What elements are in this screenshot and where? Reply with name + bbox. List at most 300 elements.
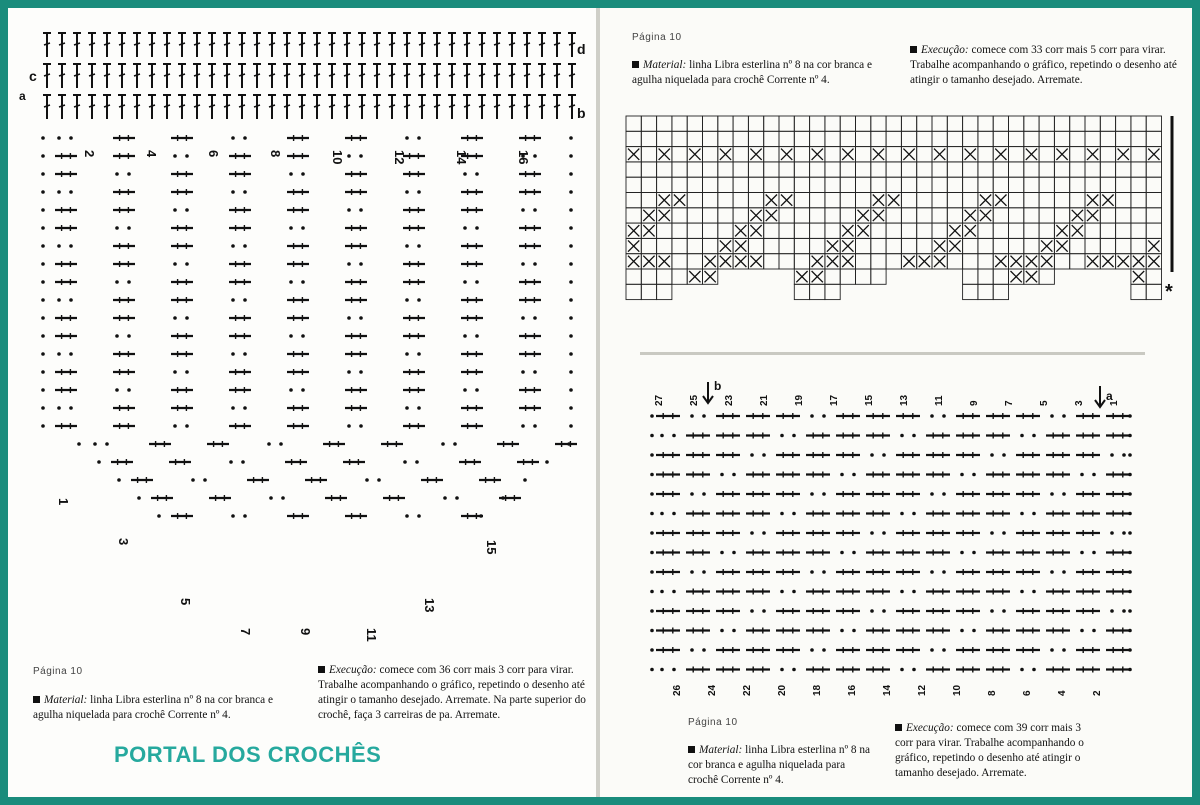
chain-dot xyxy=(127,172,131,176)
grid-cell xyxy=(901,131,916,146)
grid-cell xyxy=(963,193,978,208)
chain-dot xyxy=(521,208,525,212)
grid-cell xyxy=(764,223,779,238)
stitch-mark xyxy=(314,105,320,107)
stitch-mark xyxy=(539,74,545,76)
grid-cell xyxy=(1100,162,1115,177)
grid-cell xyxy=(1085,238,1100,253)
stitch-mark xyxy=(554,105,560,107)
chain-dot xyxy=(243,136,247,140)
grid-cell xyxy=(641,162,656,177)
chain-dot xyxy=(41,370,45,374)
chain-dot xyxy=(359,208,363,212)
chain-dot xyxy=(185,208,189,212)
row-number: 7 xyxy=(1004,400,1015,406)
grid-cell xyxy=(1009,208,1024,223)
chain-dot xyxy=(650,629,654,633)
stitch-mark xyxy=(104,43,110,45)
chain-dot xyxy=(347,370,351,374)
chain-dot xyxy=(569,316,573,320)
row-number: 5 xyxy=(178,598,193,606)
grid-cell xyxy=(856,147,871,162)
chain-dot xyxy=(347,424,351,428)
grid-cell xyxy=(1131,193,1146,208)
row-number: 6 xyxy=(1022,690,1033,696)
grid-cell xyxy=(1054,162,1069,177)
chain-dot xyxy=(173,262,177,266)
stitch-mark xyxy=(329,43,335,45)
grid-cell xyxy=(993,269,1008,284)
grid-cell xyxy=(886,254,901,269)
grid-cell xyxy=(932,131,947,146)
chain-dot xyxy=(840,551,844,555)
chain-dot xyxy=(990,531,994,535)
chain-dot xyxy=(1128,434,1132,438)
grid-cell xyxy=(947,254,962,269)
grid-cell xyxy=(657,269,672,284)
grid-cell xyxy=(978,254,993,269)
grid-cell xyxy=(687,177,702,192)
stitch-mark xyxy=(149,105,155,107)
stitch-mark xyxy=(239,43,245,45)
chain-dot xyxy=(912,434,916,438)
stitch-mark xyxy=(494,43,500,45)
grid-cell xyxy=(1085,162,1100,177)
chain-dot xyxy=(660,590,664,594)
grid-cell xyxy=(886,162,901,177)
chain-dot xyxy=(41,424,45,428)
grid-cell xyxy=(871,254,886,269)
chain-dot xyxy=(521,262,525,266)
chain-dot xyxy=(650,414,654,418)
grid-cell xyxy=(917,223,932,238)
grid-cell xyxy=(871,131,886,146)
stitch-mark xyxy=(254,74,260,76)
chain-dot xyxy=(279,442,283,446)
chain-dot xyxy=(231,514,235,518)
stitch-mark xyxy=(134,74,140,76)
chain-dot xyxy=(289,280,293,284)
chain-dot xyxy=(972,473,976,477)
row-number: 5 xyxy=(1039,400,1050,406)
grid-cell xyxy=(626,193,641,208)
grid-cell xyxy=(810,238,825,253)
chain-dot xyxy=(359,424,363,428)
grid-cell xyxy=(917,177,932,192)
grid-cell xyxy=(840,208,855,223)
grid-cell xyxy=(1116,193,1131,208)
left-page-label: Página 10 xyxy=(33,666,83,677)
chain-dot xyxy=(97,460,101,464)
grid-cell xyxy=(1131,208,1146,223)
grid-cell xyxy=(1131,177,1146,192)
chain-dot xyxy=(403,460,407,464)
grid-cell xyxy=(779,254,794,269)
chain-dot xyxy=(1062,648,1066,652)
stitch-mark xyxy=(299,43,305,45)
row-number: 15 xyxy=(484,540,499,555)
chain-dot xyxy=(173,424,177,428)
grid-cell xyxy=(932,177,947,192)
chain-dot xyxy=(41,406,45,410)
grid-cell xyxy=(1024,177,1039,192)
left-execucao xyxy=(318,663,586,723)
grid-cell xyxy=(840,193,855,208)
grid-cell xyxy=(1009,223,1024,238)
stitch-mark xyxy=(539,43,545,45)
chain-dot xyxy=(972,629,976,633)
chain-dot xyxy=(569,334,573,338)
chain-dot xyxy=(672,590,676,594)
stitch-mark xyxy=(74,74,80,76)
chain-dot xyxy=(1128,473,1132,477)
grid-cell xyxy=(825,162,840,177)
grid-cell xyxy=(1024,208,1039,223)
stitch-mark xyxy=(104,74,110,76)
chain-dot xyxy=(479,514,483,518)
chain-dot xyxy=(690,414,694,418)
stitch-mark xyxy=(104,105,110,107)
chain-dot xyxy=(173,154,177,158)
stitch-mark xyxy=(134,43,140,45)
chain-dot xyxy=(900,512,904,516)
chain-dot xyxy=(281,496,285,500)
grid-cell xyxy=(1100,147,1115,162)
grid-cell xyxy=(687,254,702,269)
grid-cell xyxy=(733,116,748,131)
grid-cell xyxy=(993,238,1008,253)
chain-dot xyxy=(852,473,856,477)
grid-cell xyxy=(978,284,993,299)
chain-dot xyxy=(57,298,61,302)
grid-cell xyxy=(1116,162,1131,177)
grid-cell xyxy=(1039,116,1054,131)
grid-cell xyxy=(825,131,840,146)
chain-dot xyxy=(762,531,766,535)
grid-cell xyxy=(963,162,978,177)
grid-cell xyxy=(794,238,809,253)
grid-cell xyxy=(657,116,672,131)
stitch-mark xyxy=(419,43,425,45)
row-number: 6 xyxy=(206,150,221,158)
stitch-mark xyxy=(269,105,275,107)
chain-dot xyxy=(1032,668,1036,672)
chain-dot xyxy=(57,190,61,194)
chain-dot xyxy=(463,280,467,284)
stitch-mark xyxy=(284,43,290,45)
chain-dot xyxy=(405,514,409,518)
chain-dot xyxy=(41,298,45,302)
stitch-mark xyxy=(449,105,455,107)
stitch-mark xyxy=(344,105,350,107)
grid-cell xyxy=(932,208,947,223)
chain-dot xyxy=(990,453,994,457)
stitch-mark xyxy=(419,74,425,76)
grid-cell xyxy=(856,269,871,284)
grid-cell xyxy=(947,193,962,208)
row-number: 8 xyxy=(268,150,283,158)
chain-dot xyxy=(792,590,796,594)
stitch-mark xyxy=(569,43,575,45)
grid-cell xyxy=(794,254,809,269)
grid-cell xyxy=(687,238,702,253)
right-bottom-material-text: linha Libra esterlina nº 8 na cor branca e agulha niquelada para crochê Corrente nº 4. xyxy=(688,744,871,786)
grid-cell xyxy=(1054,254,1069,269)
grid-cell xyxy=(764,131,779,146)
grid-cell xyxy=(978,177,993,192)
chain-dot xyxy=(702,492,706,496)
chain-dot xyxy=(69,406,73,410)
chain-dot xyxy=(173,370,177,374)
chain-dot xyxy=(1110,531,1114,535)
chain-dot xyxy=(69,298,73,302)
chain-dot xyxy=(231,190,235,194)
chain-dot xyxy=(569,280,573,284)
grid-cell xyxy=(993,284,1008,299)
chain-dot xyxy=(780,668,784,672)
row-number: 4 xyxy=(1057,690,1068,696)
chain-dot xyxy=(289,388,293,392)
stitch-mark xyxy=(44,105,50,107)
chain-dot xyxy=(185,262,189,266)
stitch-mark xyxy=(239,74,245,76)
grid-cell xyxy=(733,131,748,146)
stitch-mark xyxy=(434,105,440,107)
filet-grid-chart xyxy=(624,112,1194,342)
grid-cell xyxy=(1146,177,1161,192)
stitch-mark xyxy=(89,74,95,76)
chain-dot xyxy=(41,352,45,356)
stitch-mark xyxy=(209,105,215,107)
grid-cell xyxy=(932,116,947,131)
chain-dot xyxy=(501,496,505,500)
chain-dot xyxy=(417,352,421,356)
chain-dot xyxy=(475,280,479,284)
grid-cell xyxy=(1131,223,1146,238)
chain-dot xyxy=(852,629,856,633)
chain-dot xyxy=(972,551,976,555)
stitch-mark xyxy=(494,74,500,76)
grid-cell xyxy=(978,162,993,177)
stitch-mark xyxy=(284,74,290,76)
chain-dot xyxy=(732,551,736,555)
grid-cell xyxy=(840,162,855,177)
stitch-mark xyxy=(509,43,515,45)
chain-dot xyxy=(57,244,61,248)
row-number: 12 xyxy=(917,684,928,696)
stitch-mark xyxy=(59,43,65,45)
grid-cell xyxy=(1100,238,1115,253)
grid-cell xyxy=(901,177,916,192)
grid-cell xyxy=(657,284,672,299)
grid-cell xyxy=(825,223,840,238)
stitch-mark xyxy=(404,105,410,107)
chain-dot xyxy=(243,244,247,248)
chain-dot xyxy=(942,414,946,418)
grid-cell xyxy=(917,131,932,146)
grid-cell xyxy=(1070,116,1085,131)
chain-dot xyxy=(1080,629,1084,633)
chain-dot xyxy=(912,668,916,672)
chain-dot xyxy=(533,316,537,320)
grid-cell xyxy=(825,147,840,162)
stitch-mark xyxy=(224,105,230,107)
chain-dot xyxy=(301,172,305,176)
grid-cell xyxy=(1116,223,1131,238)
chain-dot xyxy=(750,609,754,613)
grid-cell xyxy=(626,208,641,223)
grid-cell xyxy=(947,116,962,131)
chain-dot xyxy=(173,316,177,320)
chain-dot xyxy=(650,570,654,574)
chain-dot xyxy=(569,388,573,392)
stitch-mark xyxy=(194,43,200,45)
grid-cell xyxy=(840,177,855,192)
chain-dot xyxy=(417,136,421,140)
left-material-text: linha Libra esterlina nº 8 na cor branca e agulha niquelada para crochê Corrente nº 4. xyxy=(33,694,274,721)
stitch-mark xyxy=(569,74,575,76)
chain-dot xyxy=(732,629,736,633)
chain-dot xyxy=(347,154,351,158)
grid-cell xyxy=(1024,193,1039,208)
grid-cell xyxy=(1070,193,1085,208)
grid-cell xyxy=(810,208,825,223)
grid-cell xyxy=(718,193,733,208)
chain-dot xyxy=(762,609,766,613)
chain-dot xyxy=(301,280,305,284)
stitch-mark xyxy=(374,105,380,107)
grid-cell xyxy=(672,162,687,177)
left-chart-label-a: a xyxy=(19,89,26,103)
grid-cell xyxy=(993,162,1008,177)
grid-cell xyxy=(1039,223,1054,238)
grid-cell xyxy=(810,284,825,299)
grid-cell xyxy=(1009,147,1024,162)
chain-dot xyxy=(405,298,409,302)
grid-cell xyxy=(978,238,993,253)
grid-cell xyxy=(840,131,855,146)
chain-dot xyxy=(660,434,664,438)
chain-dot xyxy=(1020,590,1024,594)
row-number: 2 xyxy=(1092,690,1103,696)
chain-dot xyxy=(229,460,233,464)
chain-dot xyxy=(1080,551,1084,555)
chain-dot xyxy=(77,442,81,446)
row-number: 10 xyxy=(952,684,963,696)
chain-dot xyxy=(900,668,904,672)
grid-cell xyxy=(626,284,641,299)
chain-dot xyxy=(453,442,457,446)
right-row-numbers-bottom xyxy=(672,684,1103,696)
chain-dot xyxy=(41,226,45,230)
chain-dot xyxy=(359,316,363,320)
grid-cell xyxy=(1146,208,1161,223)
chain-dot xyxy=(475,388,479,392)
stitch-mark xyxy=(464,43,470,45)
chain-dot xyxy=(115,172,119,176)
chain-dot xyxy=(41,388,45,392)
grid-cell xyxy=(1070,177,1085,192)
chain-dot xyxy=(185,316,189,320)
chain-dot xyxy=(1122,453,1126,457)
stitch-mark xyxy=(59,105,65,107)
right-top-execucao xyxy=(910,43,1178,88)
stitch-mark xyxy=(389,43,395,45)
grid-cell xyxy=(947,162,962,177)
stitch-mark xyxy=(404,74,410,76)
chain-dot xyxy=(269,496,273,500)
chain-dot xyxy=(405,190,409,194)
grid-cell xyxy=(641,147,656,162)
chain-dot xyxy=(463,172,467,176)
grid-cell xyxy=(871,238,886,253)
stitch-mark xyxy=(194,74,200,76)
chain-dot xyxy=(377,478,381,482)
row-number: 1 xyxy=(1109,400,1120,406)
chain-dot xyxy=(1128,590,1132,594)
grid-cell xyxy=(672,254,687,269)
filet-grid-cells xyxy=(626,116,1172,300)
stitch-mark xyxy=(479,74,485,76)
chain-dot xyxy=(900,590,904,594)
chain-dot xyxy=(417,244,421,248)
grid-cell xyxy=(886,131,901,146)
chain-dot xyxy=(960,629,964,633)
grid-cell xyxy=(1131,284,1146,299)
stitch-mark xyxy=(119,74,125,76)
chain-dot xyxy=(720,473,724,477)
chain-dot xyxy=(1002,531,1006,535)
chain-dot xyxy=(115,226,119,230)
stitch-mark xyxy=(269,43,275,45)
grid-cell xyxy=(1146,162,1161,177)
chain-dot xyxy=(1050,414,1054,418)
chain-dot xyxy=(720,551,724,555)
chain-dot xyxy=(870,453,874,457)
chain-dot xyxy=(569,370,573,374)
right-top-material xyxy=(632,58,882,88)
chain-dot xyxy=(1032,434,1036,438)
left-material-label: Material: xyxy=(44,694,88,706)
grid-cell xyxy=(794,208,809,223)
row-number: 1 xyxy=(56,498,71,506)
grid-cell xyxy=(703,131,718,146)
grid-cell xyxy=(718,116,733,131)
row-number: 27 xyxy=(654,394,665,406)
row-number: 8 xyxy=(987,690,998,696)
chain-dot xyxy=(533,154,537,158)
chain-dot xyxy=(810,414,814,418)
stitch-mark xyxy=(299,74,305,76)
grid-cell xyxy=(1054,177,1069,192)
chain-dot xyxy=(569,172,573,176)
chain-dot xyxy=(780,512,784,516)
grid-cell xyxy=(963,177,978,192)
chain-dot xyxy=(762,453,766,457)
grid-cell xyxy=(825,116,840,131)
stitch-mark xyxy=(239,105,245,107)
stitch-mark xyxy=(344,74,350,76)
chain-dot xyxy=(1128,609,1132,613)
right-top-material-text: linha Libra esterlina nº 8 na cor branca e agulha niquelada para crochê Corrente nº 4. xyxy=(632,59,873,86)
grid-cell xyxy=(1116,131,1131,146)
chain-dot xyxy=(840,629,844,633)
chain-dot xyxy=(127,334,131,338)
chain-dot xyxy=(569,424,573,428)
grid-cell xyxy=(1116,116,1131,131)
chain-dot xyxy=(702,570,706,574)
chain-dot xyxy=(115,280,119,284)
